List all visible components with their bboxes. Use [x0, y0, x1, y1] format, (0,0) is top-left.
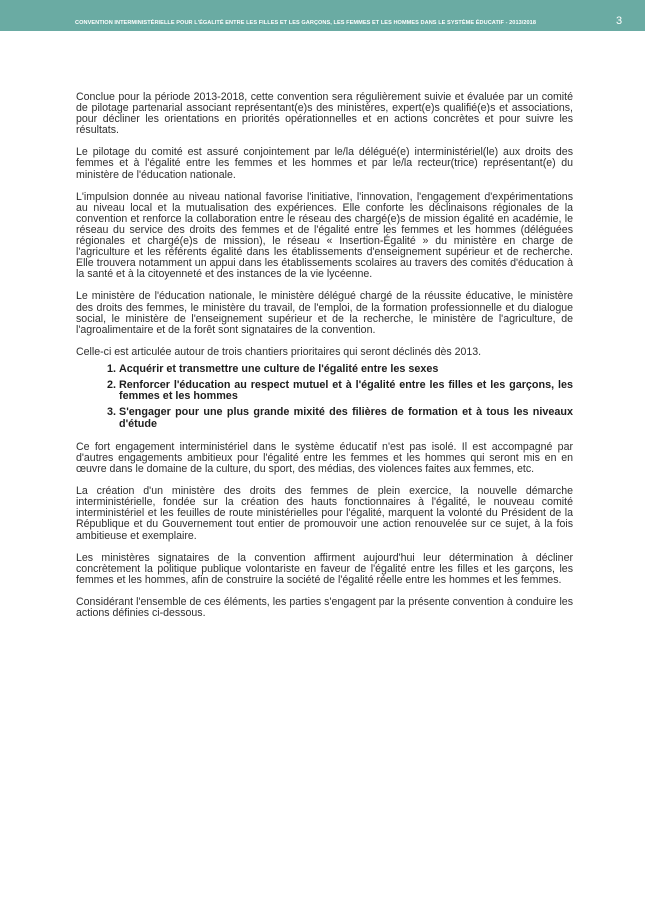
priority-item [107, 364, 573, 375]
priority-list [76, 364, 573, 430]
priority-text: Acquérir et transmettre une culture de l'égalité entre les sexes [119, 362, 439, 375]
paragraph-co-chairs: Le pilotage du comité est assuré conjointement par le/la délégué(e) interministériel(le) aux droits des femmes et à l'égalité entre les femmes et les hommes et par le/la recteur(trice) représentant(e) du ministère de l'éducation nationale. [76, 146, 573, 181]
priority-item [107, 407, 573, 429]
header-band [0, 0, 645, 31]
priority-number: 3. [107, 406, 117, 419]
page-number: 3 [616, 15, 623, 27]
priority-text: S'engager pour une plus grande mixité des filières de formation et à tous les niveaux d'étude [119, 406, 573, 430]
paragraph-conclusion: Considérant l'ensemble de ces éléments, les parties s'engagent par la présente convention à conduire les actions définies ci-dessous. [76, 595, 573, 620]
paragraph-signatories: Le ministère de l'éducation nationale, le ministère délégué chargé de la réussite éducative, le ministère des droits des femmes, le ministère du travail, de l'emploi, de la formation professionnelle et du dialogue social, le ministère de l'enseignement supérieur et de la recherche, le ministère de l'agriculture, de l'agroalimentaire et de la forêt sont signataires de la convention. [76, 290, 573, 336]
paragraph-steering-committee: Conclue pour la période 2013-2018, cette convention sera régulièrement suivie et évaluée par un comité de pilotage partenarial associant représentant(e)s des ministères, expert(e)s qualifié(e)s et associations, pour décliner les orientations en priorités opérationnelles et en actions concrètes et pour suivre les résultats. [76, 91, 573, 137]
priority-text: Renforcer l'éducation au respect mutuel et à l'égalité entre les filles et les garçons, les femmes et les hommes [119, 379, 573, 403]
paragraph-determination: Les ministères signataires de la convention affirment aujourd'hui leur détermination à décliner concrètement la politique publique volontariste en faveur de l'égalité entre les filles et les garçons, les femmes et les hommes, afin de construire la société de l'égalité réelle entre les hommes et les femmes. [76, 551, 573, 586]
paragraph-priorities-intro: Celle-ci est articulée autour de trois chantiers prioritaires qui seront déclinés dès 2013. [76, 345, 482, 358]
running-header-title: CONVENTION INTERMINISTÉRIELLE POUR L'ÉGALITÉ ENTRE LES FILLES ET LES GARÇONS, LES FEMMES ET LES HOMMES DANS LE SYSTÈME ÉDUCATIF - 2013/2018 [75, 20, 537, 26]
document-body [76, 92, 573, 630]
paragraph-other-commitments: Ce fort engagement interministériel dans le système éducatif n'est pas isolé. Il est accompagné par d'autres engagements ambitieux pour l'égalité entre les femmes et les hommes qui seront mis en en œuvre dans le domaine de la culture, du sport, des médias, des violences faites aux femmes, etc. [76, 440, 573, 476]
priority-item [107, 380, 573, 402]
priority-number: 1. [107, 362, 117, 375]
priority-number: 2. [107, 379, 117, 392]
paragraph-ministry-creation: La création d'un ministère des droits des femmes de plein exercice, la nouvelle démarche interministérielle, fondée sur la création des hauts fonctionnaires à l'égalité, le nouveau comité interministériel et les feuilles de route ministérielles pour l'égalité, marquent la volonté du Président de la République et du Gouvernement tout entier de promouvoir une action renouvelée sur ce sujet, à la fois ambitieuse et exemplaire. [76, 485, 573, 542]
paragraph-national-impulse: L'impulsion donnée au niveau national favorise l'initiative, l'innovation, l'engagement d'expérimentations au niveau local et la mutualisation des expériences. Elle conforte les déclinaisons régionales de la convention et renforce la collaboration entre le réseau des chargé(e)s de mission égalité en académie, le réseau du service des droits des femmes et de l'égalité entre les femmes et les hommes (déléguées régionales et chargé(e)s de mission), le réseau « Insertion-Égalité » du ministère en charge de l'agriculture et les référents égalité dans les établissements d'enseignement supérieur et de recherche. Elle trouvera notamment un appui dans les établissements scolaires au travers des comités d'éducation à la santé et à la citoyenneté et des instances de la vie lycéenne. [76, 190, 573, 281]
